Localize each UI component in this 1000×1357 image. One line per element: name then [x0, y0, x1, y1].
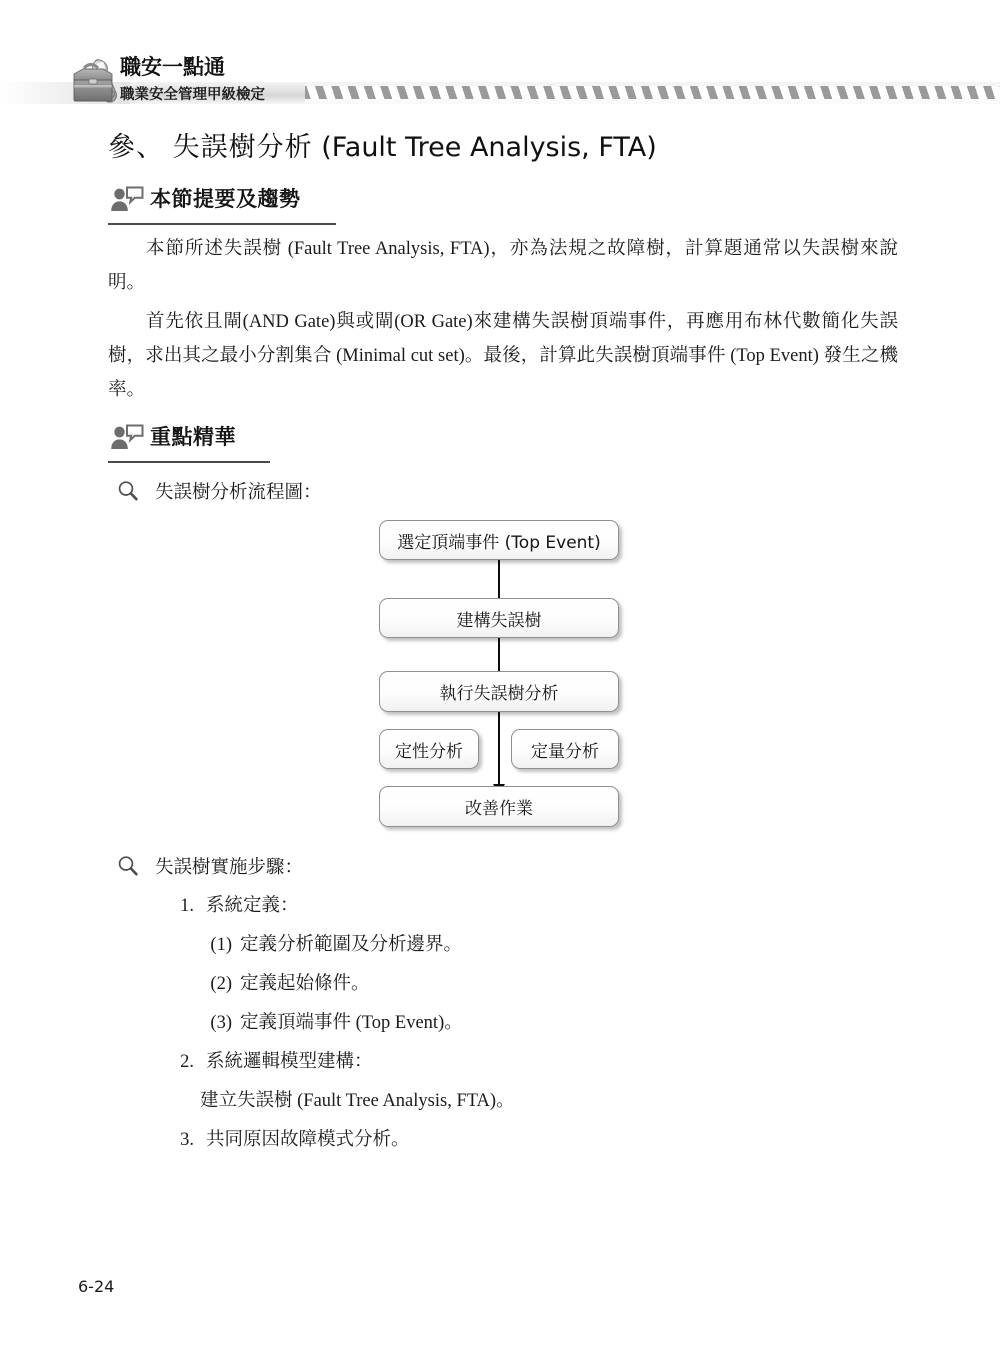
brand-title: 職安一點通	[120, 55, 225, 79]
flow-node-top-event: 選定頂端事件 (Top Event)	[379, 520, 619, 560]
section-heading-rule	[108, 461, 270, 463]
section-heading-label: 本節提要及趨勢	[150, 187, 301, 211]
list-item-number: (2)	[210, 974, 232, 994]
list-item-number: (3)	[210, 1013, 232, 1033]
section-heading-overview	[108, 183, 338, 221]
list-item-text: 定義頂端事件 (Top Event)。	[240, 1013, 463, 1033]
bullet-steps-label: 失誤樹實施步驟：	[155, 858, 304, 878]
brand-subtitle: 職業安全管理甲級檢定	[120, 87, 265, 103]
person-speech-bubble-icon	[110, 423, 144, 451]
list-item-text: 建立失誤樹 (Fault Tree Analysis, FTA)。	[200, 1091, 515, 1111]
page-number: 6-24	[78, 1277, 115, 1296]
list-item-text: 系統定義：	[206, 896, 299, 916]
list-item-text: 共同原因故障模式分析。	[206, 1130, 410, 1150]
list-item-number: 3.	[180, 1130, 194, 1150]
chapter-title-cjk: 失誤樹分析	[172, 132, 313, 163]
flow-arrow-3	[498, 712, 500, 785]
list-item-number: 1.	[180, 896, 194, 916]
chapter-title-en: (Fault Tree Analysis, FTA)	[321, 132, 657, 163]
flow-node-quantitative: 定量分析	[511, 729, 619, 769]
page-header	[0, 48, 1000, 120]
page-title	[108, 125, 657, 164]
paragraph-overview-2: 首先依且閘(AND Gate)與或閘(OR Gate)來建構失誤樹頂端事件，再應用布林代數簡化失誤樹，求出其之最小分割集合 (Minimal cut set)。最後，計算此失誤樹頂端事件 (Top Event) 發生之機率。	[108, 312, 898, 400]
flow-node-qualitative: 定性分析	[379, 729, 479, 769]
magnifier-icon	[117, 480, 139, 502]
brand-title-block	[120, 48, 320, 116]
section-heading-key-points	[108, 421, 272, 459]
person-speech-bubble-icon	[110, 185, 144, 213]
fta-flowchart	[375, 520, 631, 830]
list-item-text: 定義起始條件。	[240, 974, 370, 994]
paragraph-overview-1: 本節所述失誤樹 (Fault Tree Analysis, FTA)，亦為法規之故障樹，計算題通常以失誤樹來說明。	[108, 239, 898, 293]
list-item-text: 定義分析範圍及分析邊界。	[240, 935, 463, 955]
list-item-number: 2.	[180, 1052, 194, 1072]
flow-node-improvement: 改善作業	[379, 786, 619, 827]
flow-node-perform-analysis: 執行失誤樹分析	[379, 671, 619, 712]
magnifier-icon	[117, 855, 139, 877]
list-item-number: (1)	[210, 935, 232, 955]
section-heading-label: 重點精華	[150, 425, 236, 449]
list-item-text: 系統邏輯模型建構：	[206, 1052, 373, 1072]
flow-node-build-tree: 建構失誤樹	[379, 598, 619, 638]
diagonal-stripe-tape	[305, 82, 1000, 104]
chapter-number: 參、	[108, 132, 164, 163]
toolbox-wrench-icon	[66, 52, 124, 110]
section-heading-rule	[108, 223, 336, 225]
bullet-flowchart-label: 失誤樹分析流程圖：	[155, 483, 322, 503]
